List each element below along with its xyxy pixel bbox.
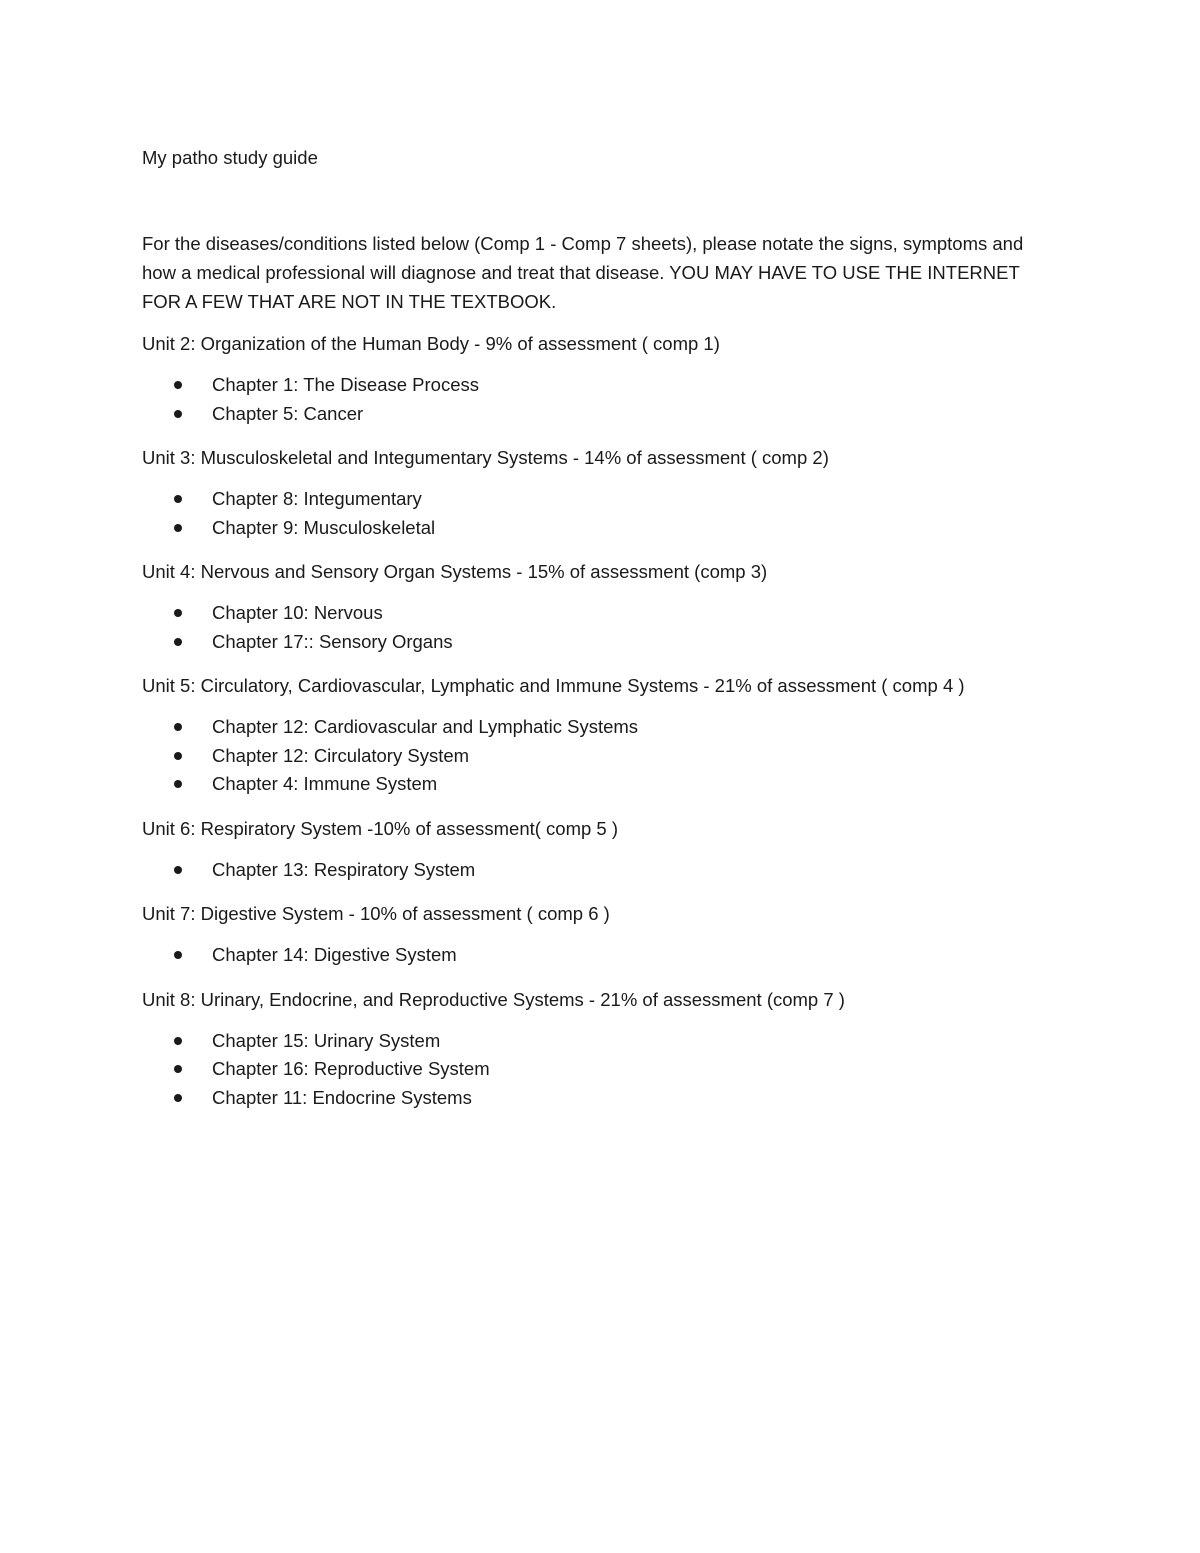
bullet-icon [174, 609, 182, 617]
unit-section [142, 899, 1052, 970]
bullet-icon [174, 524, 182, 532]
unit-section [142, 557, 1052, 656]
unit-section [142, 671, 1052, 799]
document-title: My patho study guide [142, 147, 318, 168]
bullet-icon [174, 723, 182, 731]
chapter-label: Chapter 9: Musculoskeletal [212, 516, 436, 538]
chapter-list [142, 713, 1052, 799]
chapter-label: Chapter 10: Nervous [212, 602, 383, 623]
bullet-icon [174, 1037, 182, 1045]
chapter-list [142, 371, 1052, 428]
unit-heading: Unit 7: Digestive System - 10% of assessment ( comp 6 ) [142, 903, 610, 924]
list-item [142, 856, 1052, 885]
unit-section [142, 329, 1052, 428]
chapter-label: Chapter 8: Integumentary [212, 488, 422, 509]
chapter-label: Chapter 4: Immune System [212, 773, 438, 794]
list-item [142, 400, 1052, 429]
unit-sections [142, 329, 1052, 1112]
list-item [142, 1055, 1052, 1084]
bullet-icon [174, 1094, 182, 1102]
chapter-label: Chapter 12: Circulatory System [212, 744, 470, 766]
chapter-label: Chapter 13: Respiratory System [212, 858, 476, 880]
bullet-icon [174, 752, 182, 760]
chapter-list [142, 599, 1052, 656]
unit-heading: Unit 5: Circulatory, Cardiovascular, Lymphatic and Immune Systems - 21% of assessment ( comp 4 ) [142, 675, 965, 696]
list-item [142, 371, 1052, 400]
list-item [142, 742, 1052, 771]
unit-section [142, 443, 1052, 542]
list-item [142, 1027, 1052, 1056]
bullet-icon [174, 638, 182, 646]
bullet-icon [174, 780, 182, 788]
bullet-icon [174, 866, 182, 874]
chapter-list [142, 1027, 1052, 1113]
unit-heading: Unit 4: Nervous and Sensory Organ Systems - 15% of assessment (comp 3) [142, 561, 768, 582]
list-item [142, 599, 1052, 628]
bullet-icon [174, 381, 182, 389]
chapter-label: Chapter 14: Digestive System [212, 944, 457, 965]
chapter-list [142, 485, 1052, 542]
list-item [142, 485, 1052, 514]
unit-section [142, 814, 1052, 885]
chapter-label: Chapter 11: Endocrine Systems [212, 1086, 472, 1108]
bullet-icon [174, 1065, 182, 1073]
unit-section [142, 985, 1052, 1113]
list-item [142, 941, 1052, 970]
chapter-label: Chapter 16: Reproductive System [212, 1058, 490, 1079]
unit-heading: Unit 2: Organization of the Human Body - 9% of assessment ( comp 1) [142, 333, 720, 354]
unit-heading: Unit 3: Musculoskeletal and Integumentary Systems - 14% of assessment ( comp 2) [142, 447, 829, 468]
chapter-list [142, 941, 1052, 970]
document-body [142, 143, 1052, 1127]
chapter-label: Chapter 15: Urinary System [212, 1029, 441, 1051]
list-item [142, 713, 1052, 742]
list-item [142, 628, 1052, 657]
list-item [142, 770, 1052, 799]
bullet-icon [174, 495, 182, 503]
list-item [142, 514, 1052, 543]
chapter-label: Chapter 12: Cardiovascular and Lymphatic Systems [212, 716, 639, 737]
bullet-icon [174, 410, 182, 418]
unit-heading: Unit 6: Respiratory System -10% of assessment( comp 5 ) [142, 817, 619, 839]
unit-heading: Unit 8: Urinary, Endocrine, and Reproductive Systems - 21% of assessment (comp 7 ) [142, 988, 845, 1010]
intro-paragraph: For the diseases/conditions listed below (Comp 1 - Comp 7 sheets), please notate the signs, symptoms and how a medical professional will diagnose and treat that disease. YOU MAY HAVE TO USE THE INTERNET FOR A FEW THAT ARE NOT IN THE TEXTBOOK. [142, 233, 1024, 312]
chapter-label: Chapter 1: The Disease Process [212, 374, 480, 395]
bullet-icon [174, 951, 182, 959]
chapter-label: Chapter 5: Cancer [212, 402, 364, 424]
chapter-label: Chapter 17:: Sensory Organs [212, 630, 453, 652]
chapter-list [142, 856, 1052, 885]
list-item [142, 1084, 1052, 1113]
